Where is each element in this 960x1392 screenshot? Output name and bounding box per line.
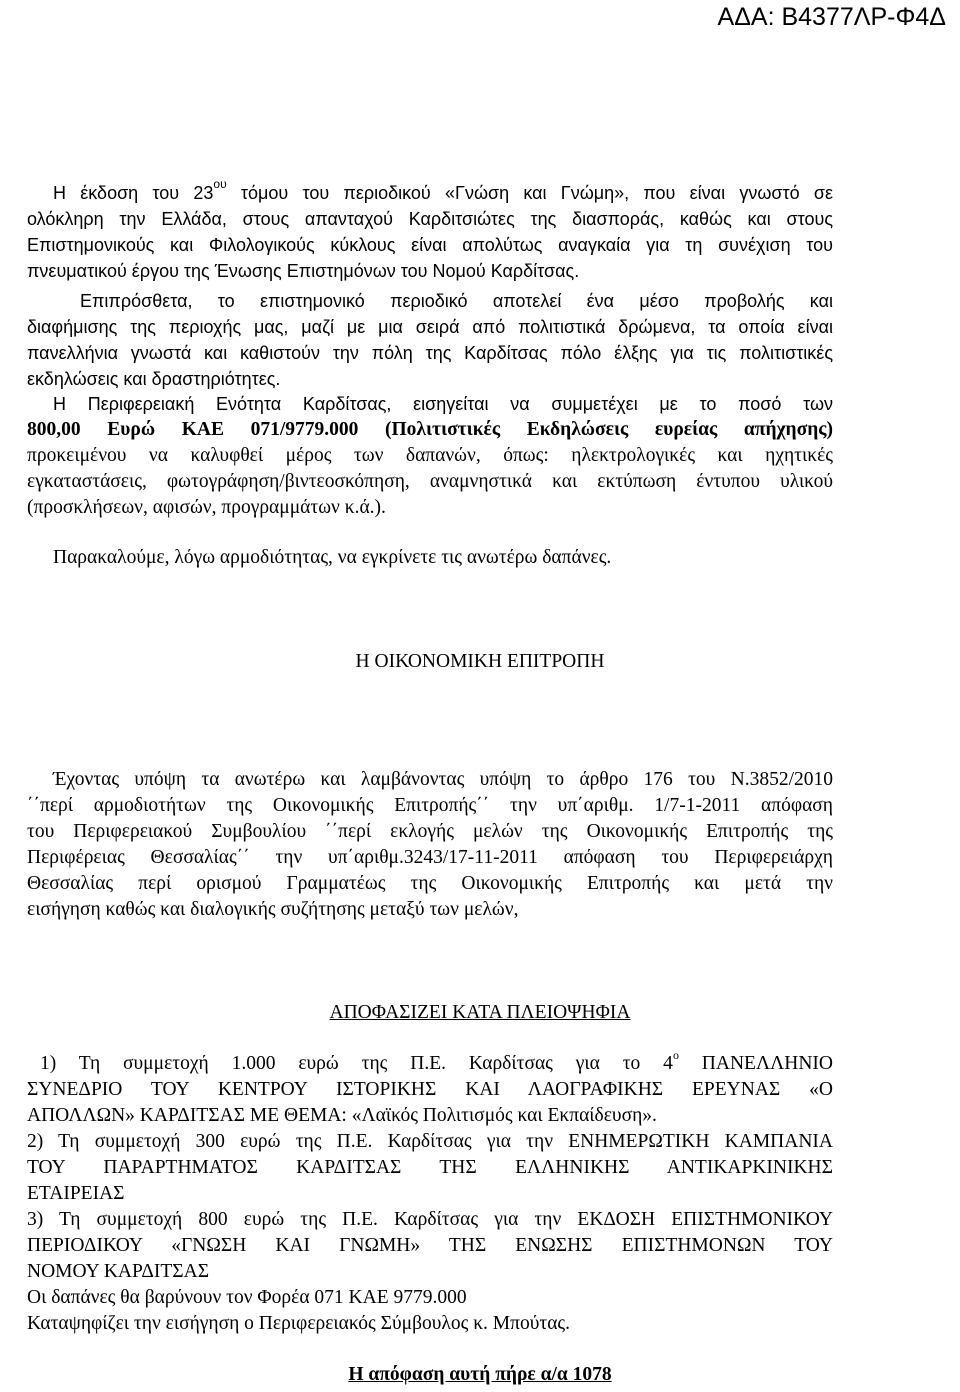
item-2-line-2: ΤΟΥ ΠΑΡΑΡΤΗΜΑΤΟΣ ΚΑΡΔΙΤΣΑΣ ΤΗΣ ΕΛΛΗΝΙΚΗΣ ΑΝΤΙΚΑΡΚΙΝΙΚΗΣ: [27, 1157, 833, 1178]
item-2-line-3: ΕΤΑΙΡΕΙΑΣ: [27, 1183, 125, 1204]
item-3-line-1: 3) Τη συμμετοχή 800 ευρώ της Π.Ε. Καρδίτσας για την ΕΚΔΟΣΗ ΕΠΙΣΤΗΜΟΝΙΚΟΥ: [27, 1209, 833, 1230]
promo-line-2: διαφήμισης της περιοχής μας, μαζί με μια σειρά από πολιτιστικά δρώμενα, τα οποία είναι: [27, 317, 833, 337]
promo-line-4: εκδηλώσεις και δραστηριότητες.: [27, 369, 281, 389]
item-3-line-3: ΝΟΜΟΥ ΚΑΡΔΙΤΣΑΣ: [27, 1261, 210, 1282]
decision-number: [0, 1362, 960, 1388]
vote-text: Καταψηφίζει την εισήγηση ο Περιφερειακός Σύμβουλος κ. Μπούτας.: [27, 1313, 571, 1334]
expenses-text: Οι δαπάνες θα βαρύνουν τον Φορέα 071 ΚΑΕ 9779.000: [27, 1287, 467, 1308]
item-1-line-3: ΑΠΟΛΛΩΝ» ΚΑΡΔΙΤΣΑΣ ΜΕ ΘΕΜΑ: «Λαϊκός Πολιτισμός και Εκπαίδευση».: [27, 1105, 657, 1126]
proposal-line-5: (προσκλήσεων, αφισών, προγραμμάτων κ.ά.).: [27, 497, 386, 518]
considering-line-5: Θεσσαλίας περί ορισμού Γραμματέως της Οικονομικής Επιτροπής και μετά την: [27, 873, 833, 894]
decision-title: [0, 1000, 960, 1026]
intro-line-2: ολόκληρη την Ελλάδα, στους απανταχού Καρδιτσιώτες της διασποράς, καθώς και στους: [27, 209, 833, 229]
ada-code: ΑΔΑ: Β4377ΛΡ-Φ4Δ: [717, 3, 946, 31]
considering-line-6: εισήγηση καθώς και διαλογικής συζήτησης μεταξύ των μελών,: [27, 899, 519, 920]
committee-title: Η ΟΙΚΟΝΟΜΙΚΗ ΕΠΙΤΡΟΠΗ: [355, 651, 605, 672]
item-3-line-2: ΠΕΡΙΟΔΙΚΟΥ «ΓΝΩΣΗ ΚΑΙ ΓΝΩΜΗ» ΤΗΣ ΕΝΩΣΗΣ ΕΠΙΣΤΗΜΟΝΩΝ ΤΟΥ: [27, 1235, 833, 1256]
intro-line-1: Η έκδοση του $23^{o\upsilon}$ τόμου του περιοδικού «Γνώση και Γνώμη», που είναι γνωστό σε: [53, 177, 833, 203]
decision-title-text: ΑΠΟΦΑΣΙΖΕΙ ΚΑΤΑ ΠΛΕΙΟΨΗΦΙΑ: [329, 1002, 631, 1023]
promo-line-1: Επιπρόσθετα, το επιστημονικό περιοδικό αποτελεί ένα μέσο προβολής και: [80, 291, 833, 311]
considering-line-2: ΄΄περί αρμοδιοτήτων της Οικονομικής Επιτροπής΄΄ την υπ΄αριθμ. 1/7-1-2011 απόφαση: [27, 795, 833, 816]
considering-line-4: Περιφέρειας Θεσσαλίας΄΄ την υπ΄αριθμ.3243/17-11-2011 απόφαση του Περιφερειάρχη: [27, 847, 833, 868]
proposal-amount: 800,00 Ευρώ ΚΑΕ 071/9779.000 (Πολιτιστικές Εκδηλώσεις ευρείας απήχησης): [27, 419, 833, 440]
intro-line-3: Επιστημονικούς και Φιλολογικούς κύκλους είναι απολύτως αναγκαία για τη συνέχιση του: [27, 235, 833, 255]
proposal-line-3: προκειμένου να καλυφθεί μέρος των δαπανών, όπως: ηλεκτρολογικές και ηχητικές: [27, 445, 833, 466]
intro-line-4: πνευματικού έργου της Ένωσης Επιστημόνων του Νομού Καρδίτσας.: [27, 261, 580, 281]
item-2-line-1: 2) Τη συμμετοχή 300 ευρώ της Π.Ε. Καρδίτσας για την ΕΝΗΜΕΡΩΤΙΚΗ ΚΑΜΠΑΝΙΑ: [27, 1131, 833, 1152]
decision-number-text: Η απόφαση αυτή πήρε α/α 1078: [348, 1364, 612, 1385]
considering-line-1: Έχοντας υπόψη τα ανωτέρω και λαμβάνοντας υπόψη το άρθρο 176 του Ν.3852/2010: [53, 769, 833, 790]
considering-line-3: του Περιφερειακού Συμβουλίου ΄΄περί εκλογής μελών της Οικονομικής Επιτροπής της: [27, 821, 833, 842]
item-1-line-1: 1) Τη συμμετοχή 1.000 ευρώ της Π.Ε. Καρδίτσας για το $4^o$ ΠΑΝΕΛΛΗΝΙΟ: [40, 1048, 833, 1074]
proposal-line-4: εγκαταστάσεις, φωτογράφηση/βιντεοσκόπηση, αναμνηστικά και εκτύπωση έντυπου υλικού: [27, 471, 833, 492]
proposal-line-1: Η Περιφερειακή Ενότητα Καρδίτσας, εισηγείται να συμμετέχει με το ποσό των: [53, 394, 833, 414]
request-text: Παρακαλούμε, λόγω αρμοδιότητας, να εγκρίνετε τις ανωτέρω δαπάνες.: [53, 547, 612, 568]
item-1-line-2: ΣΥΝΕΔΡΙΟ ΤΟΥ ΚΕΝΤΡΟΥ ΙΣΤΟΡΙΚΗΣ ΚΑΙ ΛΑΟΓΡΑΦΙΚΗΣ ΕΡΕΥΝΑΣ «Ο: [27, 1079, 833, 1100]
promo-line-3: πανελλήνια γνωστά και καθιστούν την πόλη της Καρδίτσας πόλο έλξης για τις πολιτιστικές: [27, 343, 833, 363]
